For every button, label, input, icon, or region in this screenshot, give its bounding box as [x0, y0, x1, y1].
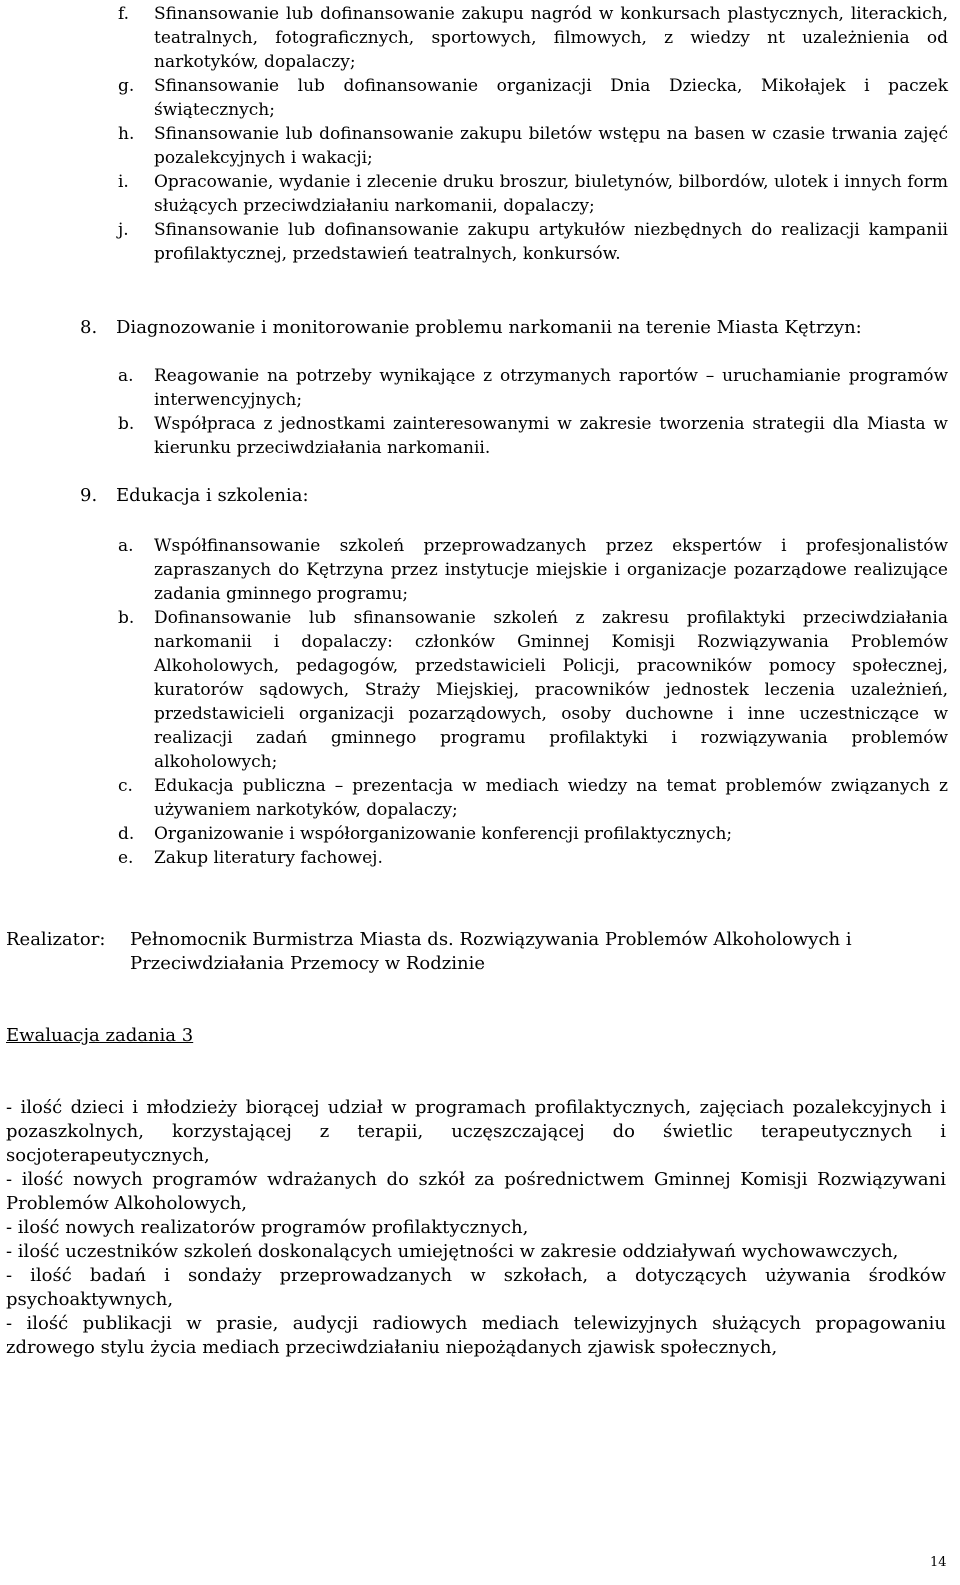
list-marker: e.	[118, 848, 134, 868]
list-item	[118, 846, 948, 870]
list-item-text: Współfinansowanie szkoleń przeprowadzanych przez ekspertów i profesjonalistów zapraszanych do Kętrzyna przez instytucje miejskie i organizacje pozarządowe realizujące zadania gminnego programu;	[154, 536, 948, 604]
list-item	[118, 606, 948, 774]
list-marker: g.	[118, 76, 135, 96]
list-marker: d.	[118, 824, 135, 844]
list-marker: i.	[118, 172, 129, 192]
section-9-heading	[80, 484, 309, 508]
section-9-list	[118, 534, 948, 870]
list-marker: h.	[118, 124, 135, 144]
section-8-list	[118, 364, 948, 460]
section-number: 8.	[80, 317, 98, 338]
task-list-continued	[118, 2, 948, 266]
list-marker: f.	[118, 4, 130, 24]
list-marker: b.	[118, 414, 135, 434]
evaluation-item: - ilość uczestników szkoleń doskonalących umiejętności w zakresie oddziaływań wychowawczych,	[6, 1241, 899, 1262]
list-item-text: Dofinansowanie lub sfinansowanie szkoleń z zakresu profilaktyki przeciwdziałania narkomanii i dopalaczy: członków Gminnej Komisji Rozwiązywania Problemów Alkoholowych, pedagogów, przedstawicieli Policji, pracowników pomocy społecznej, kuratorów sądowych, Straży Miejskiej, pracowników jednostek leczenia uzależnień, przedstawicieli organizacji pozarządowych, osoby duchowne i inne uczestniczące w realizacji zadań gminnego programu profilaktyki i rozwiązywania problemów alkoholowych;	[154, 608, 948, 772]
list-item	[118, 2, 948, 74]
list-marker: c.	[118, 776, 133, 796]
section-title: Diagnozowanie i monitorowanie problemu narkomanii na terenie Miasta Kętrzyn:	[116, 317, 862, 338]
list-item-text: Zakup literatury fachowej.	[154, 848, 383, 868]
list-item-text: Współpraca z jednostkami zainteresowanymi w zakresie tworzenia strategii dla Miasta w kierunku przeciwdziałania narkomanii.	[154, 414, 948, 458]
page-number: 14	[930, 1555, 947, 1570]
list-item	[118, 774, 948, 822]
section-title: Edukacja i szkolenia:	[116, 485, 309, 506]
list-item-text: Edukacja publiczna – prezentacja w mediach wiedzy na temat problemów związanych z używaniem narkotyków, dopalaczy;	[154, 776, 948, 820]
evaluation-list	[6, 1096, 946, 1360]
list-item	[118, 74, 948, 122]
section-number: 9.	[80, 485, 98, 506]
list-item-text: Sfinansowanie lub dofinansowanie zakupu nagród w konkursach plastycznych, literackich, teatralnych, fotograficznych, sportowych, filmowych, z wiedzy nt uzależnienia od narkotyków, dopalaczy;	[154, 4, 948, 72]
list-marker: j.	[118, 220, 129, 240]
evaluation-item: - ilość publikacji w prasie, audycji radiowych mediach telewizyjnych służących propagowaniu zdrowego stylu życia mediach przeciwdziałaniu niepożądanych zjawisk społecznych,	[6, 1313, 946, 1358]
list-item	[118, 364, 948, 412]
section-8-heading	[80, 316, 862, 340]
realizator-line: Przeciwdziałania Przemocy w Rodzinie	[130, 953, 485, 974]
evaluation-item: - ilość badań i sondaży przeprowadzanych w szkołach, a dotyczących używania środków psychoaktywnych,	[6, 1265, 946, 1310]
list-item	[118, 170, 948, 218]
list-item	[118, 822, 948, 846]
list-marker: b.	[118, 608, 135, 628]
evaluation-title: Ewaluacja zadania 3	[6, 1025, 194, 1046]
list-marker: a.	[118, 366, 134, 386]
list-item-text: Sfinansowanie lub dofinansowanie zakupu biletów wstępu na basen w czasie trwania zajęć pozalekcyjnych i wakacji;	[154, 124, 948, 168]
realizator-line: Pełnomocnik Burmistrza Miasta ds. Rozwiązywania Problemów Alkoholowych i	[130, 929, 852, 950]
realizator-block	[6, 928, 948, 976]
list-item-text: Sfinansowanie lub dofinansowanie zakupu artykułów niezbędnych do realizacji kampanii profilaktycznej, przedstawień teatralnych, konkursów.	[154, 220, 948, 264]
list-item	[118, 122, 948, 170]
list-item-text: Organizowanie i współorganizowanie konferencji profilaktycznych;	[154, 824, 733, 844]
list-item-text: Opracowanie, wydanie i zlecenie druku broszur, biuletynów, bilbordów, ulotek i innych form służących przeciwdziałaniu narkomanii, dopalaczy;	[154, 172, 948, 216]
list-item	[118, 218, 948, 266]
list-item	[118, 412, 948, 460]
list-marker: a.	[118, 536, 134, 556]
list-item-text: Sfinansowanie lub dofinansowanie organizacji Dnia Dziecka, Mikołajek i paczek świątecznych;	[154, 76, 948, 120]
evaluation-item: - ilość dzieci i młodzieży biorącej udział w programach profilaktycznych, zajęciach pozalekcyjnych i pozaszkolnych, korzystającej z terapii, uczęszczającej do świetlic terapeutycznych i socjoterapeutycznych,	[6, 1097, 946, 1166]
realizator-label: Realizator:	[6, 929, 106, 950]
evaluation-item: - ilość nowych programów wdrażanych do szkół za pośrednictwem Gminnej Komisji Rozwiązywani Problemów Alkoholowych,	[6, 1169, 946, 1214]
list-item	[118, 534, 948, 606]
list-item-text: Reagowanie na potrzeby wynikające z otrzymanych raportów – uruchamianie programów interwencyjnych;	[154, 366, 948, 410]
evaluation-item: - ilość nowych realizatorów programów profilaktycznych,	[6, 1217, 529, 1238]
